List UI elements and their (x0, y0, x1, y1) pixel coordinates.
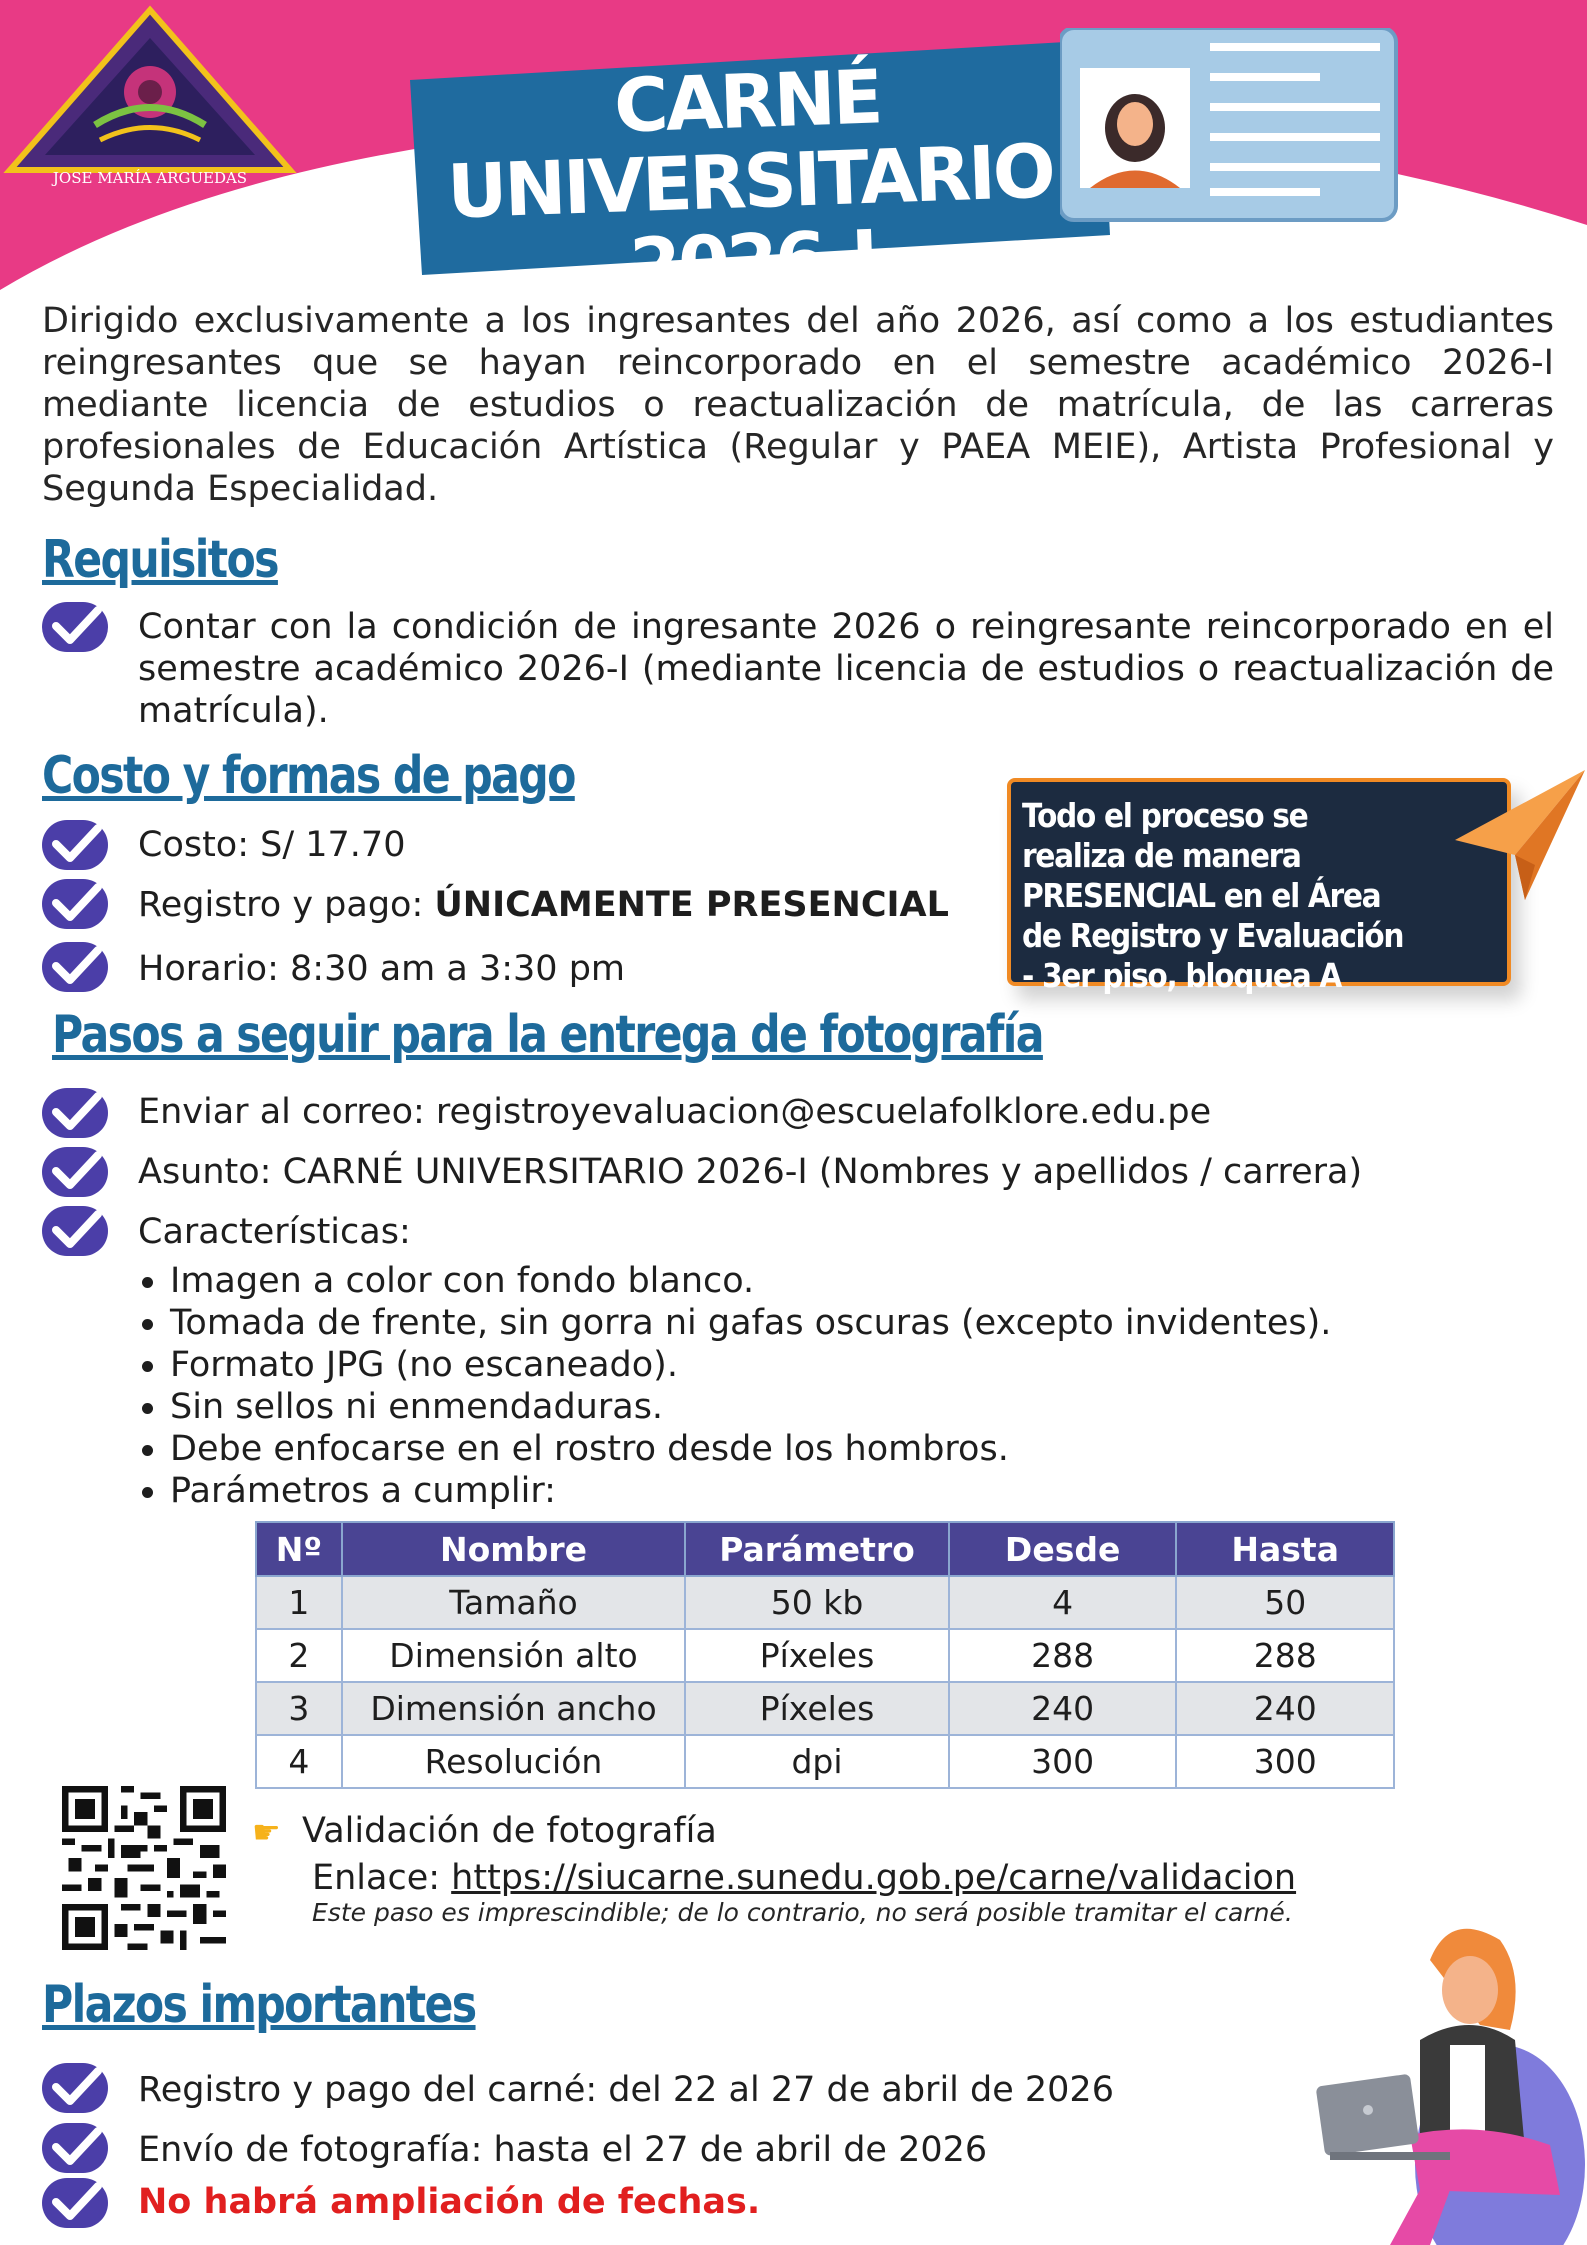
table-cell: Píxeles (685, 1629, 949, 1682)
table-cell: 4 (256, 1735, 342, 1788)
enlace-label: Enlace: (312, 1858, 452, 1898)
requisito-item: Contar con la condición de ingresante 2026 o reingresante reincorporado en el semestre académico 2026-I (mediante licencia de estudios o reactualización de matrícula). (138, 607, 1554, 731)
section-title-plazos: Plazos importantes (42, 1975, 476, 2035)
section-title-costo: Costo y formas de pago (42, 746, 575, 806)
section-title-pasos: Pasos a seguir para la entrega de fotografía (52, 1005, 1043, 1065)
intro-paragraph: Dirigido exclusivamente a los ingresantes del año 2026, así como a los estudiantes reingresantes que se hayan reincorporado en el semestre académico 2026-I mediante licencia de estudios o reactualización de matrícula, de las carreras profesionales de Educación Artística (Regular y PAEA MEIE), Artista Profesional y Segunda Especialidad. (42, 301, 1554, 509)
table-cell: 300 (949, 1735, 1177, 1788)
id-card-icon (1060, 28, 1400, 228)
table-cell: 288 (1176, 1629, 1394, 1682)
list-item: Imagen a color con fondo blanco. (140, 1260, 1540, 1302)
table-row (256, 1576, 1394, 1629)
table-cell: dpi (685, 1735, 949, 1788)
table-cell: 300 (1176, 1735, 1394, 1788)
title-line-1: CARNÉ UNIVERSITARIO (445, 54, 1055, 236)
caracteristicas-list (140, 1260, 1540, 1512)
check-icon (42, 1204, 112, 1258)
list-item: Parámetros a cumplir: (140, 1470, 1540, 1512)
title-line-2: 2026-I (628, 214, 878, 310)
check-icon (42, 2061, 112, 2115)
table-cell: 50 (1176, 1576, 1394, 1629)
check-icon (42, 1145, 112, 1199)
table-row (256, 1735, 1394, 1788)
table-cell: 2 (256, 1629, 342, 1682)
table-cell: Dimensión alto (342, 1629, 685, 1682)
table-row (256, 1629, 1394, 1682)
parameters-table (255, 1521, 1395, 1789)
plazo-no-ampliacion: No habrá ampliación de fechas. (138, 2182, 761, 2222)
correo-item: Enviar al correo: registroyevaluacion@escuelafolklore.edu.pe (138, 1092, 1212, 1132)
caracteristicas-item: Características: (138, 1212, 411, 1252)
list-item: Tomada de frente, sin gorra ni gafas oscuras (excepto invidentes). (140, 1302, 1540, 1344)
plazo-registro: Registro y pago del carné: del 22 al 27 de abril de 2026 (138, 2070, 1114, 2110)
check-icon (42, 600, 112, 654)
check-icon (42, 818, 112, 872)
table-cell: Tamaño (342, 1576, 685, 1629)
check-icon (42, 2176, 112, 2230)
list-item: Formato JPG (no escaneado). (140, 1344, 1540, 1386)
table-header: Desde (949, 1522, 1177, 1576)
table-cell: Dimensión ancho (342, 1682, 685, 1735)
person-laptop-illustration (1300, 1920, 1587, 2245)
validation-link[interactable]: https://siucarne.sunedu.gob.pe/carne/validacion (451, 1858, 1297, 1898)
table-header: Nº (256, 1522, 342, 1576)
asunto-item: Asunto: CARNÉ UNIVERSITARIO 2026-I (Nombres y apellidos / carrera) (138, 1152, 1363, 1192)
plazo-fotografia: Envío de fotografía: hasta el 27 de abril de 2026 (138, 2130, 988, 2170)
list-item: Sin sellos ni enmendaduras. (140, 1386, 1540, 1428)
table-cell: Píxeles (685, 1682, 949, 1735)
presencial-notice-text: Todo el proceso se realiza de manera PRESENCIAL en el Área de Registro y Evaluación - 3er piso, bloquea A (1022, 796, 1404, 995)
table-cell: Resolución (342, 1735, 685, 1788)
page-title (426, 51, 1074, 313)
table-cell: 4 (949, 1576, 1177, 1629)
registro-value: ÚNICAMENTE PRESENCIAL (434, 885, 949, 925)
registro-item (138, 884, 949, 926)
table-cell: 1 (256, 1576, 342, 1629)
qr-code (62, 1786, 226, 1950)
table-row (256, 1682, 1394, 1735)
table-header: Parámetro (685, 1522, 949, 1576)
logo-text-bottom: JOSE MARÍA ARGUEDAS (52, 169, 248, 187)
paper-plane-icon (1455, 770, 1585, 910)
registro-label: Registro y pago: (138, 885, 435, 925)
list-item: Debe enfocarse en el rostro desde los hombros. (140, 1428, 1540, 1470)
school-logo (0, 0, 300, 190)
table-cell: 50 kb (685, 1576, 949, 1629)
horario-item: Horario: 8:30 am a 3:30 pm (138, 949, 626, 989)
table-cell: 288 (949, 1629, 1177, 1682)
check-icon (42, 1086, 112, 1140)
check-icon (42, 2121, 112, 2175)
cost-item: Costo: S/ 17.70 (138, 825, 406, 865)
pointer-hand-icon: ☛ (252, 1813, 281, 1851)
validation-title: Validación de fotografía (302, 1811, 717, 1851)
table-cell: 240 (949, 1682, 1177, 1735)
validation-link-row (312, 1857, 1296, 1899)
check-icon (42, 940, 112, 994)
section-title-requisitos: Requisitos (42, 530, 278, 590)
validation-note: Este paso es imprescindible; de lo contrario, no será posible tramitar el carné. (312, 1898, 1293, 1927)
table-cell: 240 (1176, 1682, 1394, 1735)
table-cell: 3 (256, 1682, 342, 1735)
check-icon (42, 877, 112, 931)
table-header: Hasta (1176, 1522, 1394, 1576)
table-header-row (256, 1522, 1394, 1576)
table-header: Nombre (342, 1522, 685, 1576)
